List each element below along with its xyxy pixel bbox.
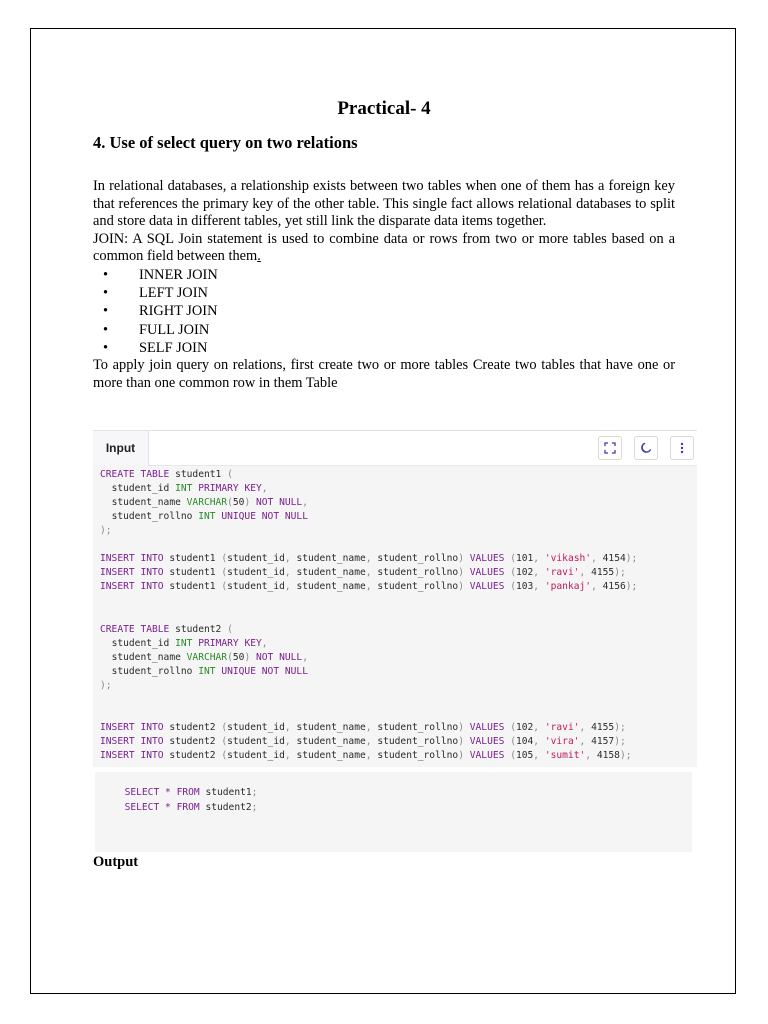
more-options-button[interactable] bbox=[670, 436, 694, 460]
list-item bbox=[93, 266, 675, 284]
code-line: student_name VARCHAR(50) NOT NULL, bbox=[111, 652, 308, 664]
code-select-queries bbox=[113, 786, 257, 815]
join-types-list bbox=[93, 266, 675, 357]
code-panel-header bbox=[93, 431, 697, 466]
code-line: CREATE TABLE student2 ( bbox=[100, 624, 233, 635]
code-line: INSERT INTO student2 (student_id, student_name, student_rollno) VALUES (105, 'sumit', 4158); bbox=[100, 750, 632, 762]
tab-input[interactable]: Input bbox=[93, 431, 149, 467]
list-item bbox=[93, 321, 675, 339]
list-item-label: INNER JOIN bbox=[139, 266, 218, 283]
list-item-label: SELF JOIN bbox=[139, 339, 208, 356]
bullet: • bbox=[103, 339, 109, 356]
paragraph-join-text: JOIN: A SQL Join statement is used to combine data or rows from two or more tables based on a common field between them bbox=[93, 230, 675, 265]
list-item bbox=[93, 339, 675, 357]
code-line: INSERT INTO student2 (student_id, student_name, student_rollno) VALUES (104, 'vira', 4157); bbox=[100, 736, 626, 748]
code-create-student2 bbox=[100, 623, 308, 693]
code-line: ); bbox=[100, 525, 112, 537]
code-line: student_name VARCHAR(50) NOT NULL, bbox=[111, 497, 308, 509]
moon-icon bbox=[640, 442, 652, 454]
code-line: student_id INT PRIMARY KEY, bbox=[111, 483, 268, 495]
code-line: student_rollno INT UNIQUE NOT NULL bbox=[111, 666, 308, 678]
code-select-panel bbox=[95, 772, 692, 852]
bullet: • bbox=[103, 303, 109, 320]
code-line: CREATE TABLE student1 ( bbox=[100, 469, 233, 480]
section-heading: 4. Use of select query on two relations bbox=[93, 133, 358, 152]
paragraph-join bbox=[93, 231, 675, 266]
bullet: • bbox=[103, 285, 109, 302]
code-insert-student1 bbox=[100, 552, 637, 594]
code-input-panel bbox=[93, 430, 697, 767]
output-label: Output bbox=[93, 854, 139, 870]
theme-toggle-button[interactable] bbox=[634, 436, 658, 460]
paragraph-join-period: . bbox=[257, 248, 261, 265]
code-line: SELECT * FROM student1; bbox=[124, 787, 258, 798]
code-line: INSERT INTO student2 (student_id, student_name, student_rollno) VALUES (102, 'ravi', 4155); bbox=[100, 722, 626, 733]
bullet: • bbox=[103, 266, 109, 283]
page-title: Practical- 4 bbox=[337, 98, 431, 119]
code-line: student_rollno INT UNIQUE NOT NULL bbox=[111, 511, 308, 523]
code-line: INSERT INTO student1 (student_id, student_name, student_rollno) VALUES (103, 'pankaj', 4156); bbox=[100, 581, 638, 593]
list-item bbox=[93, 302, 675, 320]
fullscreen-icon bbox=[604, 442, 616, 454]
code-line: ); bbox=[100, 680, 112, 692]
code-line: INSERT INTO student1 (student_id, student_name, student_rollno) VALUES (101, 'vikash', 4154); bbox=[100, 553, 638, 564]
code-line: SELECT * FROM student2; bbox=[124, 801, 258, 813]
list-item bbox=[93, 284, 675, 302]
bullet: • bbox=[103, 321, 109, 338]
code-line: student_id INT PRIMARY KEY, bbox=[111, 638, 268, 650]
code-line: INSERT INTO student1 (student_id, student_name, student_rollno) VALUES (102, 'ravi', 4155); bbox=[100, 567, 626, 579]
code-create-student1 bbox=[100, 468, 308, 538]
code-insert-student2 bbox=[100, 721, 632, 763]
more-vertical-icon bbox=[676, 442, 688, 454]
fullscreen-button[interactable] bbox=[598, 436, 622, 460]
paragraph-relationship: In relational databases, a relationship exists between two tables when one of them has a foreign key that references the primary key of the other table. This single fact allows relational databases to split and store data in different tables, yet still link the disparate data items together. bbox=[93, 178, 675, 230]
list-item-label: FULL JOIN bbox=[139, 321, 210, 338]
list-item-label: LEFT JOIN bbox=[139, 285, 208, 302]
paragraph-apply: To apply join query on relations, first create two or more tables Create two tables that have one or more than one common row in them Table bbox=[93, 356, 675, 391]
body-text bbox=[93, 178, 675, 392]
list-item-label: RIGHT JOIN bbox=[139, 303, 218, 320]
